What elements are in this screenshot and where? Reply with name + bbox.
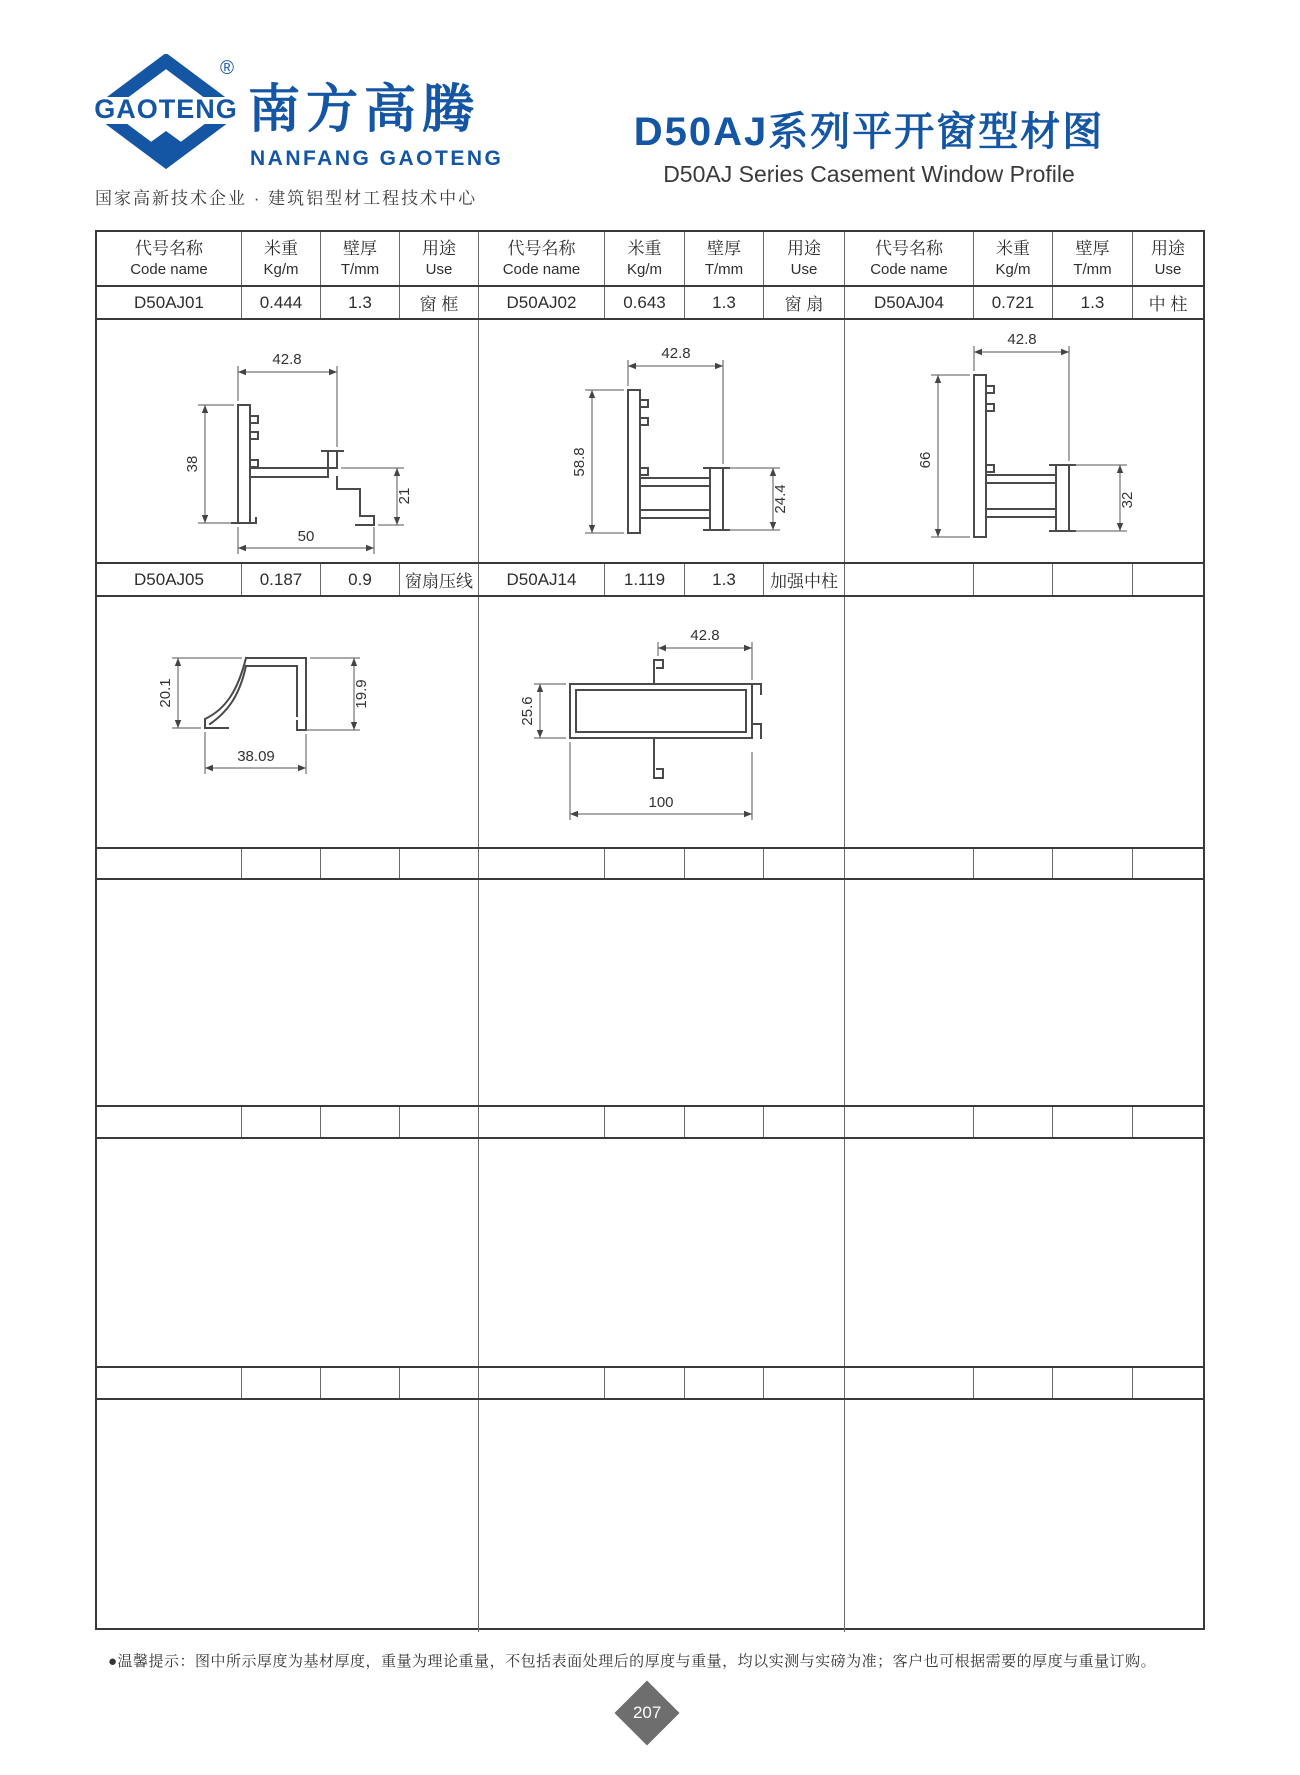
cell-kgm xyxy=(974,1107,1053,1137)
dimension-label: 100 xyxy=(647,794,674,811)
cell-kgm: 0.187 xyxy=(242,564,321,595)
cell-kgm: 0.721 xyxy=(974,287,1053,318)
cell-use xyxy=(400,849,479,878)
profile-drawing-empty xyxy=(97,1400,479,1632)
header-cell-kgm: 米重 Kg/m xyxy=(974,232,1053,285)
cell-code-name xyxy=(845,849,974,878)
profile-drawing-d50aj01 xyxy=(97,320,479,562)
profile-drawing-empty xyxy=(479,1400,845,1632)
cell-use xyxy=(764,1368,845,1398)
cell-tmm xyxy=(685,1368,764,1398)
cell-code-name: D50AJ02 xyxy=(479,287,605,318)
cell-code-name xyxy=(845,1107,974,1137)
header-cell-code-name: 代号名称 Code name xyxy=(97,232,242,285)
company-tagline: 国家高新技术企业 · 建筑铝型材工程技术中心 xyxy=(95,189,478,208)
table-data-row xyxy=(97,1366,1203,1400)
cell-tmm xyxy=(321,1107,400,1137)
dimension-label: 21 xyxy=(395,487,413,505)
table-header-row xyxy=(97,232,1203,285)
cell-use xyxy=(764,849,845,878)
cell-tmm: 1.3 xyxy=(685,287,764,318)
registered-trademark-icon: ® xyxy=(220,58,234,79)
profile-drawing-empty xyxy=(845,597,1203,847)
cell-kgm: 0.643 xyxy=(605,287,685,318)
cell-kgm: 1.119 xyxy=(605,564,685,595)
profile-drawing-row xyxy=(97,1139,1203,1366)
cell-code-name xyxy=(97,1368,242,1398)
header-cell-kgm: 米重 Kg/m xyxy=(605,232,685,285)
dimension-label: 42.8 xyxy=(689,627,720,644)
cell-use xyxy=(1133,849,1203,878)
profile-drawing-empty xyxy=(479,880,845,1105)
dimension-label: 25.6 xyxy=(518,696,536,726)
profile-drawing-d50aj05 xyxy=(97,597,479,847)
cell-kgm xyxy=(605,1107,685,1137)
cell-tmm: 0.9 xyxy=(321,564,400,595)
header-cell-kgm: 米重 Kg/m xyxy=(242,232,321,285)
cell-use: 加强中柱 xyxy=(764,564,845,595)
header-cell-use: 用途 Use xyxy=(1151,239,1185,278)
header-cell-use: 用途 Use xyxy=(764,232,845,285)
profile-drawing-empty xyxy=(845,1400,1203,1632)
cell-tmm xyxy=(685,849,764,878)
cell-code-name xyxy=(479,849,605,878)
cell-code-name xyxy=(845,1368,974,1398)
brand-name-en: NANFANG GAOTENG xyxy=(250,147,504,170)
table-data-row xyxy=(97,285,1203,320)
cell-kgm: 0.444 xyxy=(242,287,321,318)
header-cell-tmm: 壁厚 T/mm xyxy=(685,232,764,285)
profile-spec-table xyxy=(95,230,1205,1630)
page-title-cn: D50AJ系列平开窗型材图 xyxy=(633,110,1105,154)
cell-code-name xyxy=(97,849,242,878)
cell-use: 窗扇压线 xyxy=(400,564,479,595)
cell-code-name: D50AJ04 xyxy=(845,287,974,318)
cell-use xyxy=(400,1107,479,1137)
cell-code-name xyxy=(845,564,974,595)
page-title-en: D50AJ Series Casement Window Profile xyxy=(663,161,1075,187)
profile-drawing-d50aj04 xyxy=(845,320,1203,562)
header-cell-code-name: 代号名称 Code name xyxy=(845,232,974,285)
cell-code-name: D50AJ14 xyxy=(479,564,605,595)
cell-tmm xyxy=(685,1107,764,1137)
dimension-label: 38 xyxy=(183,455,201,473)
dimension-label: 32 xyxy=(1119,491,1136,509)
cell-use xyxy=(1133,564,1203,595)
profile-drawing-empty xyxy=(845,880,1203,1105)
cell-kgm xyxy=(974,849,1053,878)
cell-use: 窗 框 xyxy=(400,287,479,318)
profile-drawing-row xyxy=(97,597,1203,847)
table-data-row xyxy=(97,562,1203,597)
cell-kgm xyxy=(974,564,1053,595)
cell-tmm xyxy=(1053,564,1133,595)
profile-drawing-d50aj14 xyxy=(479,597,845,847)
cell-code-name xyxy=(479,1107,605,1137)
cell-use: 窗 扇 xyxy=(764,287,845,318)
cell-tmm xyxy=(321,1368,400,1398)
header-cell-tmm: 壁厚 T/mm xyxy=(1053,232,1133,285)
cell-use xyxy=(1133,1368,1203,1398)
profile-drawing-empty xyxy=(97,880,479,1105)
cell-kgm xyxy=(242,1107,321,1137)
table-data-row xyxy=(97,1105,1203,1139)
cell-tmm: 1.3 xyxy=(321,287,400,318)
gaoteng-logo-diamond-icon xyxy=(93,54,243,169)
cell-code-name: D50AJ01 xyxy=(97,287,242,318)
cell-kgm xyxy=(242,849,321,878)
dimension-label: 50 xyxy=(297,528,314,545)
cell-kgm xyxy=(242,1368,321,1398)
cell-tmm: 1.3 xyxy=(685,564,764,595)
cell-kgm xyxy=(605,849,685,878)
profile-drawing-row xyxy=(97,880,1203,1105)
profile-drawing-row xyxy=(97,1400,1203,1632)
cell-kgm xyxy=(974,1368,1053,1398)
dimension-label: 20.1 xyxy=(156,678,174,708)
cell-tmm xyxy=(1053,1368,1133,1398)
cell-tmm xyxy=(1053,1107,1133,1137)
profile-drawing-empty xyxy=(97,1139,479,1366)
cell-tmm xyxy=(321,849,400,878)
brand-name-cn: 南方高腾 xyxy=(248,81,481,139)
logo-wordmark: GAOTENG xyxy=(94,94,238,124)
profile-drawing-d50aj02 xyxy=(479,320,845,562)
header-cell-tmm: 壁厚 T/mm xyxy=(321,232,400,285)
cell-tmm: 1.3 xyxy=(1053,287,1133,318)
cell-code-name: D50AJ05 xyxy=(97,564,242,595)
dimension-label: 38.09 xyxy=(236,748,275,765)
profile-drawing-empty xyxy=(845,1139,1203,1366)
dimension-label: 66 xyxy=(917,451,934,469)
dimension-label: 42.8 xyxy=(660,345,691,362)
page-number-badge xyxy=(614,1680,679,1745)
profile-drawing-empty xyxy=(479,1139,845,1366)
page-title xyxy=(630,110,1108,188)
dimension-label: 24.4 xyxy=(771,484,789,514)
dimension-label: 58.8 xyxy=(570,447,588,477)
dimension-label: 19.9 xyxy=(352,679,370,709)
dimension-label: 42.8 xyxy=(1007,331,1037,348)
cell-use: 中 柱 xyxy=(1148,295,1188,314)
cell-use xyxy=(400,1368,479,1398)
table-data-row xyxy=(97,847,1203,880)
cell-code-name xyxy=(479,1368,605,1398)
cell-use xyxy=(1133,1107,1203,1137)
dimension-label: 42.8 xyxy=(271,351,302,368)
profile-drawing-row xyxy=(97,320,1203,562)
footer-note: ●温馨提示：图中所示厚度为基材厚度，重量为理论重量，不包括表面处理后的厚度与重量，均以实测与实磅为准；客户也可根据需要的厚度与重量订购。 xyxy=(108,1653,1157,1670)
header-cell-use: 用途 Use xyxy=(400,232,479,285)
page-number: 207 xyxy=(632,1703,662,1722)
cell-use xyxy=(764,1107,845,1137)
cell-code-name xyxy=(97,1107,242,1137)
cell-kgm xyxy=(605,1368,685,1398)
cell-tmm xyxy=(1053,849,1133,878)
header-cell-code-name: 代号名称 Code name xyxy=(479,232,605,285)
